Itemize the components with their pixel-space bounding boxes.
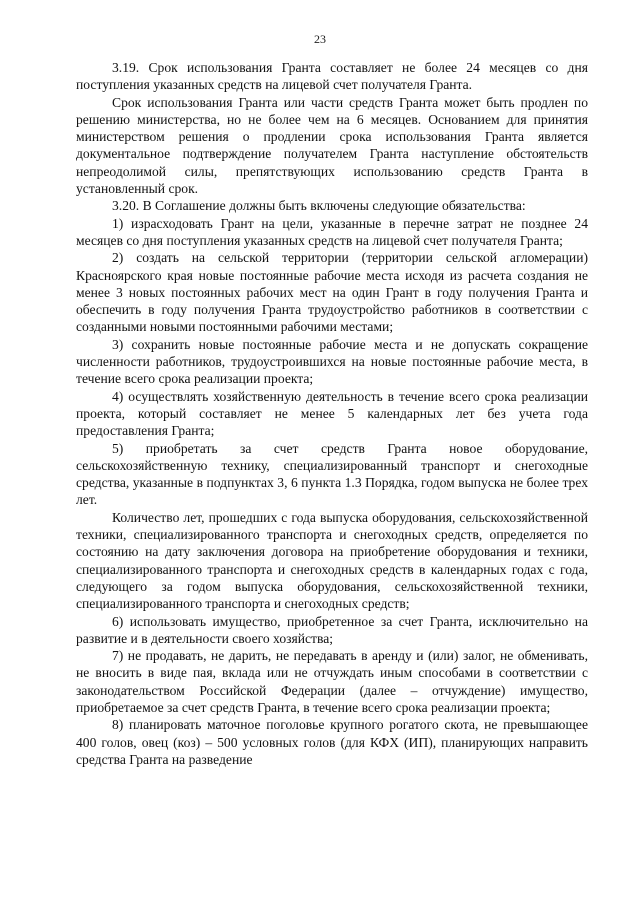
obligation-3: 3) сохранить новые постоянные рабочие места и не допускать сокращение численности работников, трудоустроившихся на новые постоянные рабочие места, в течение всего срока реализации проекта; — [76, 336, 588, 387]
obligation-1: 1) израсходовать Грант на цели, указанные в перечне затрат не позднее 24 месяцев со дня поступления указанных средств на лицевой счет получателя Гранта; — [76, 215, 588, 248]
paragraph-3-20: 3.20. В Соглашение должны быть включены следующие обязательства: — [112, 198, 526, 214]
obligation-8: 8) планировать маточное поголовье крупного рогатого скота, не превышающее 400 голов, овец (коз) – 500 условных голов (для КФХ (ИП), планирующих направить средства Гранта на разведение — [76, 717, 588, 767]
obligation-2: 2) создать на сельской территории (территории сельской агломерации) Красноярского края новые постоянные рабочие места исходя из расчета создания не менее 3 новых постоянных рабочих мест на один Грант в году получения Гранта и обеспечить в году получения Гранта трудоустройство работников в соответствии с созданными новыми постоянными рабочими местами; — [76, 250, 588, 335]
obligation-7: 7) не продавать, не дарить, не передавать в аренду и (или) залог, не обменивать, не вносить в виде пая, вклада или не отчуждать иным способами в соответствии с законодательством Российской Федерации (далее – отчуждение) имущество, приобретаемое за счет средств Гранта, в течение всего срока реализации проекта; — [76, 648, 588, 715]
obligation-6: 6) использовать имущество, приобретенное за счет Гранта, исключительно на развитие и в деятельности своего хозяйства; — [76, 613, 588, 646]
paragraph-years-count: Количество лет, прошедших с года выпуска оборудования, сельскохозяйственной техники, специализированного транспорта и снегоходных средств, определяется по состоянию на дату заключения договора на приобретение оборудования и техники, специализированного транспорта и снегоходных средств в календарных годах с года, следующего за годом выпуска оборудования, сельскохозяйственной техники, специализированного транспорта и снегоходных средств; — [76, 509, 588, 612]
paragraph-3-19: 3.19. Срок использования Гранта составляет не более 24 месяцев со дня поступления указанных средств на лицевой счет получателя Гранта. — [76, 60, 588, 93]
obligation-4: 4) осуществлять хозяйственную деятельность в течение всего срока реализации проекта, который составляет не менее 5 календарных лет без учета года предоставления Гранта; — [76, 388, 588, 439]
document-body — [76, 59, 588, 768]
page-number: 23 — [314, 32, 326, 46]
paragraph-extension: Срок использования Гранта или части средств Гранта может быть продлен по решению министерства, но не более чем на 6 месяцев. Основанием для принятия министерством решения о продлении срока использования Гранта является документальное подтверждение получателем Гранта наступление обстоятельств непреодолимой силы, препятствующих использованию средств Гранта в установленный срок. — [76, 94, 588, 197]
obligation-5: 5) приобретать за счет средств Гранта новое оборудование, сельскохозяйственную технику, специализированный транспорт и снегоходные средства, указанные в подпунктах 3, 6 пункта 1.3 Порядка, годом выпуска не более трех лет. — [76, 440, 588, 508]
